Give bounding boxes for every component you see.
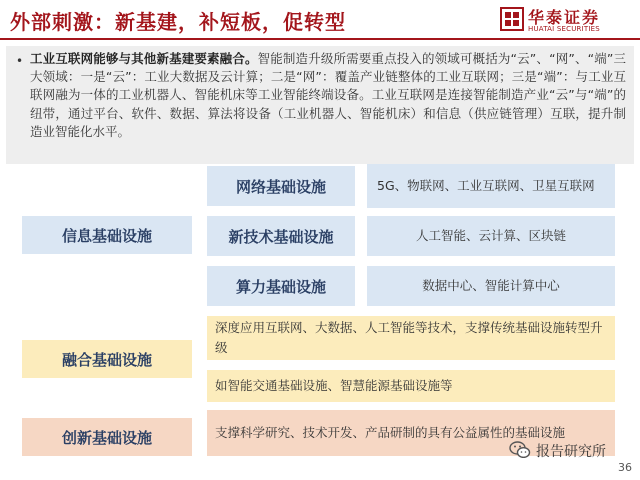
description-text: 深度应用互联网、大数据、人工智能等技术，支撑传统基础设施转型升级 [215, 320, 603, 355]
category-label: 融合基础设施 [61, 350, 152, 369]
category-information-infrastructure [22, 216, 192, 254]
logo-chinese-name: 华泰证券 [528, 8, 601, 27]
fusion-infrastructure-description [207, 316, 615, 360]
description-text: 5G、物联网、工业互联网、卫星互联网 [377, 178, 595, 193]
watermark-text: 报告研究所 [536, 444, 606, 460]
new-technology-infrastructure-description [367, 216, 615, 256]
computing-infrastructure-description [367, 266, 615, 306]
subcategory-label: 网络基础设施 [235, 177, 326, 196]
subcategory-label: 新技术基础设施 [228, 227, 334, 246]
page-title: 外部刺激：新基建，补短板，促转型 [10, 10, 346, 34]
intro-paragraph [6, 46, 634, 164]
intro-body-text: 智能制造升级所需要重点投入的领域可概括为“云”、“网”、“端”三大领域：一是“云”：工业大数据及云计算；二是“网”：覆盖产业链整体的工业互联网；三是“端”：与工业互联网融为一体的工业机器人、智能机床等工业智能终端设备。工业互联网是连接智能制造产业“云”与“端”的纽带，通过平台、软件、数据、算法将设备（工业机器人、智能机床）和信息（供应链管理）互联，提升制造业智能化水平。 [30, 51, 626, 139]
description-text: 支撑科学研究、技术开发、产品研制的具有公益属性的基础设施 [215, 425, 566, 440]
category-fusion-infrastructure [22, 340, 192, 378]
bullet-icon: • [16, 54, 24, 68]
category-innovation-infrastructure [22, 418, 192, 456]
intro-lead-sentence: 工业互联网能够与其他新基建要素融合。 [30, 51, 258, 66]
fusion-infrastructure-examples [207, 370, 615, 402]
subcategory-label: 算力基础设施 [235, 277, 326, 296]
huatai-logo-icon [500, 7, 524, 31]
description-text: 数据中心、智能计算中心 [422, 278, 560, 293]
page-number: 36 [618, 461, 632, 474]
subcategory-new-technology-infrastructure [207, 216, 355, 256]
wechat-icon [508, 438, 532, 462]
brand-logo [500, 4, 636, 36]
subcategory-computing-infrastructure [207, 266, 355, 306]
title-bar [0, 0, 640, 40]
description-text: 人工智能、云计算、区块链 [415, 228, 566, 243]
category-label: 创新基础设施 [61, 428, 152, 447]
description-text: 如智能交通基础设施、智慧能源基础设施等 [215, 378, 453, 393]
title-divider [0, 38, 640, 40]
logo-english-name: HUATAI SECURITIES [528, 25, 600, 33]
subcategory-network-infrastructure [207, 166, 355, 206]
wechat-watermark [508, 438, 632, 462]
category-label: 信息基础设施 [61, 226, 152, 245]
network-infrastructure-description [367, 164, 615, 208]
